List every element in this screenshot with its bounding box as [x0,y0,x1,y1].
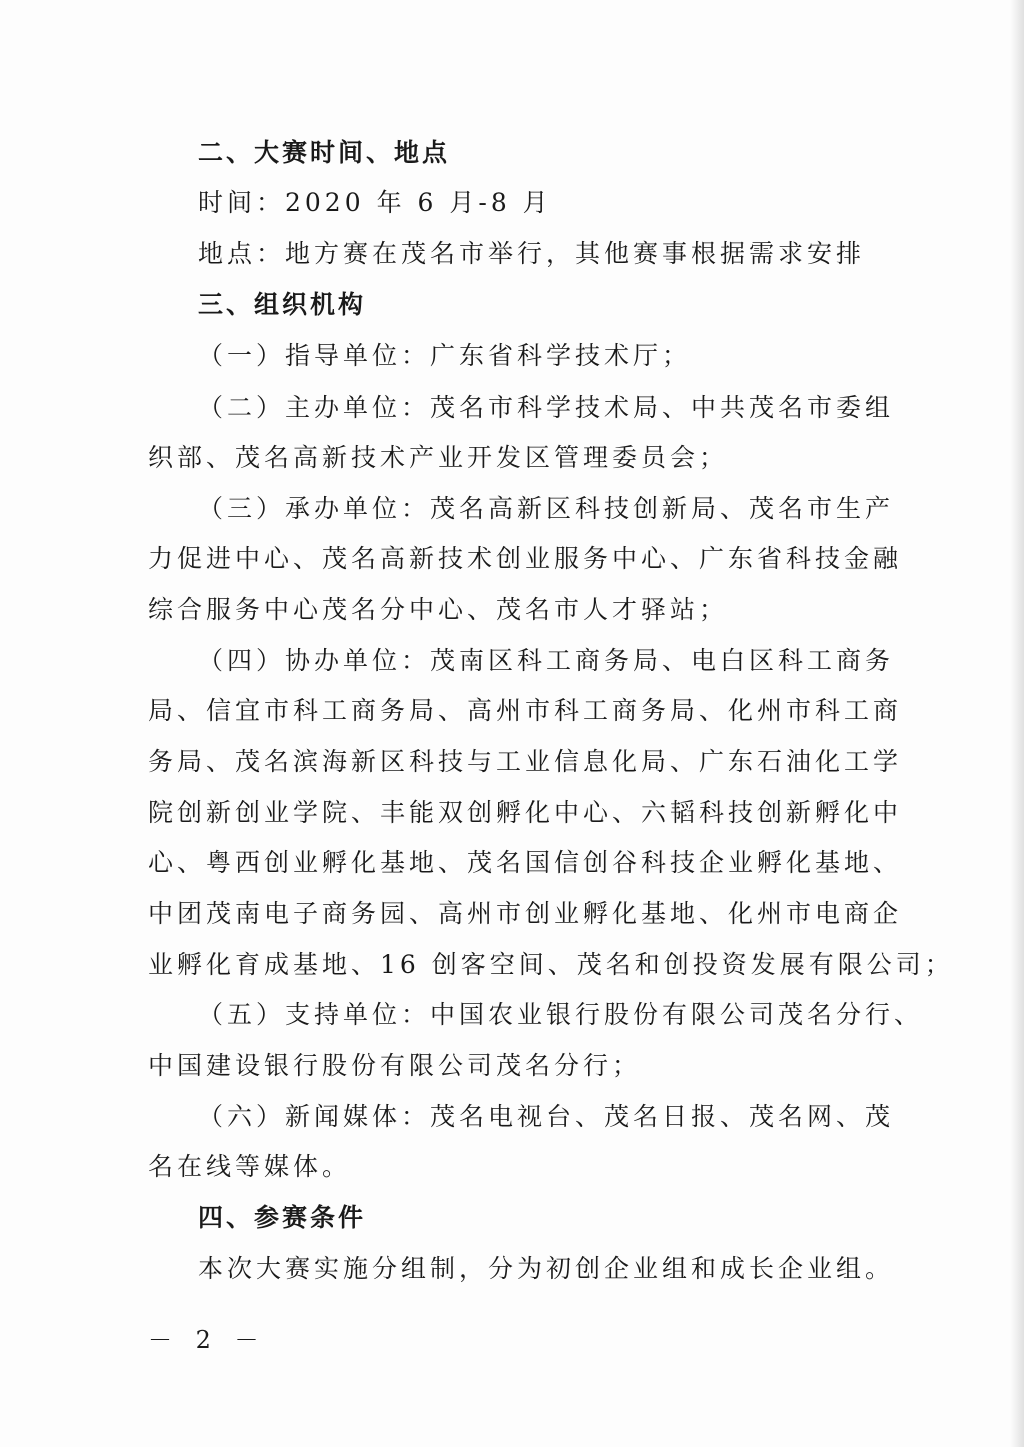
place-line: 地点：地方赛在茂名市举行，其他赛事根据需求安排 [198,239,866,268]
org-line-12: 中团茂南电子商务园、高州市创业孵化基地、化州市电商企 [148,899,903,928]
org-line-16: （六）新闻媒体：茂名电视台、茂名日报、茂名网、茂 [198,1102,895,1131]
conditions-line: 本次大赛实施分组制，分为初创企业组和成长企业组。 [198,1254,895,1283]
org-line-17: 名在线等媒体。 [148,1152,352,1181]
org-line-3: 织部、茂名高新技术产业开发区管理委员会； [148,443,729,472]
org-line-15: 中国建设银行股份有限公司茂名分行； [148,1051,642,1080]
org-line-7: （四）协办单位：茂南区科工商务局、电白区科工商务 [198,646,895,675]
org-line-6: 综合服务中心茂名分中心、茂名市人才驿站； [148,595,729,624]
org-line-9: 务局、茂名滨海新区科技与工业信息化局、广东石油化工学 [148,747,903,776]
org-line-1: （一）指导单位：广东省科学技术厅； [198,341,692,370]
org-line-4: （三）承办单位：茂名高新区科技创新局、茂名市生产 [198,494,895,523]
section-heading-time-place: 二、大赛时间、地点 [198,138,451,167]
org-line-11: 心、粤西创业孵化基地、茂名国信创谷科技企业孵化基地、 [148,848,903,877]
org-line-14: （五）支持单位：中国农业银行股份有限公司茂名分行、 [198,1000,924,1029]
org-line-13: 业孵化育成基地、16 创客空间、茂名和创投资发展有限公司； [148,950,954,979]
time-line: 时间：2020 年 6 月-8 月 [198,188,552,217]
section-heading-organization: 三、组织机构 [198,290,367,319]
org-line-10: 院创新创业学院、丰能双创孵化中心、六韬科技创新孵化中 [148,798,903,827]
org-line-2: （二）主办单位：茂名市科学技术局、中共茂名市委组 [198,393,895,422]
org-line-5: 力促进中心、茂名高新技术创业服务中心、广东省科技金融 [148,544,903,573]
page-edge-shadow [1010,0,1024,1447]
page-number: － 2 － [148,1326,267,1354]
section-heading-conditions: 四、参赛条件 [198,1203,367,1232]
org-line-8: 局、信宜市科工商务局、高州市科工商务局、化州市科工商 [148,696,903,725]
